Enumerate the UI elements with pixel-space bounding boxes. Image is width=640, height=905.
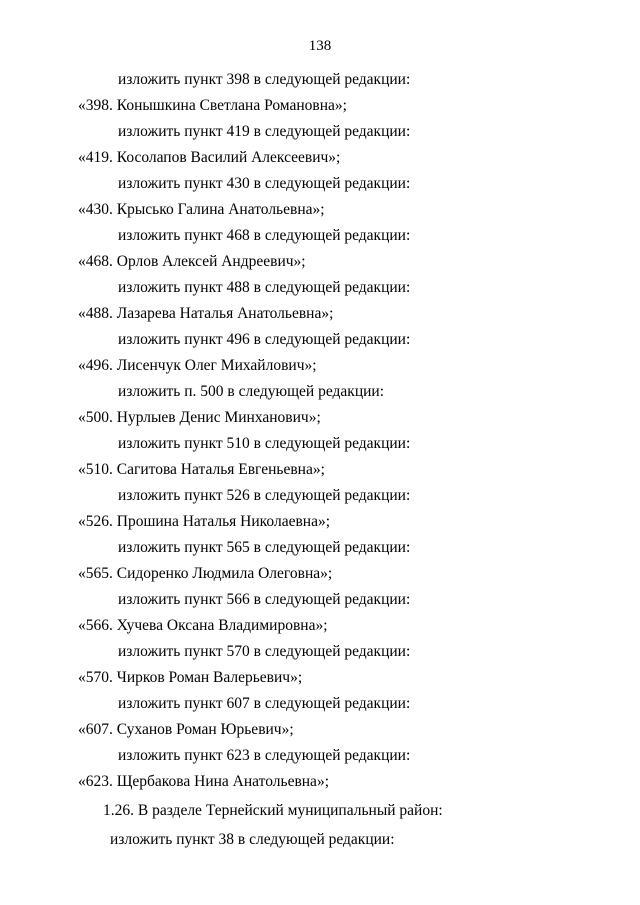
entry-line: «526. Прошина Наталья Николаевна»; xyxy=(78,513,331,530)
instruction-line: изложить пункт 565 в следующей редакции: xyxy=(118,539,411,556)
instruction-line: изложить пункт 623 в следующей редакции: xyxy=(118,747,411,764)
entry-line: «496. Лисенчук Олег Михайлович»; xyxy=(78,357,317,374)
instruction-line: изложить пункт 510 в следующей редакции: xyxy=(118,435,411,452)
instruction-line: изложить пункт 430 в следующей редакции: xyxy=(118,175,411,192)
instruction-line: изложить пункт 488 в следующей редакции: xyxy=(118,279,411,296)
instruction-line: изложить пункт 566 в следующей редакции: xyxy=(118,591,411,608)
page-number: 138 xyxy=(308,38,332,54)
entry-line: «570. Чирков Роман Валерьевич»; xyxy=(78,669,303,686)
document-body xyxy=(0,67,640,853)
entry-line: «510. Сагитова Наталья Евгеньевна»; xyxy=(78,461,325,478)
instruction-line: изложить пункт 496 в следующей редакции: xyxy=(118,331,411,348)
instruction-line: изложить пункт 419 в следующей редакции: xyxy=(118,123,411,140)
instruction-line: изложить пункт 607 в следующей редакции: xyxy=(118,695,411,712)
entry-line: «623. Щербакова Нина Анатольевна»; xyxy=(78,773,329,790)
instruction-line: изложить пункт 468 в следующей редакции: xyxy=(118,227,411,244)
entry-line: «419. Косолапов Василий Алексеевич»; xyxy=(78,149,341,166)
entry-line: «607. Суханов Роман Юрьевич»; xyxy=(78,721,294,738)
entry-line: «430. Крысько Галина Анатольевна»; xyxy=(78,201,325,218)
entry-line: «565. Сидоренко Людмила Олеговна»; xyxy=(78,565,333,582)
section-heading-line: 1.26. В разделе Тернейский муниципальный район: xyxy=(103,802,443,819)
instruction-line: изложить пункт 398 в следующей редакции: xyxy=(118,71,411,88)
instruction-line: изложить п. 500 в следующей редакции: xyxy=(118,383,385,400)
entry-line: «488. Лазарева Наталья Анатольевна»; xyxy=(78,305,334,322)
entry-line: «398. Конышкина Светлана Романовна»; xyxy=(78,97,347,114)
instruction-line: изложить пункт 570 в следующей редакции: xyxy=(118,643,411,660)
entry-line: «500. Нурлыев Денис Минханович»; xyxy=(78,409,321,426)
instruction-line: изложить пункт 526 в следующей редакции: xyxy=(118,487,411,504)
entry-line: «566. Хучева Оксана Владимировна»; xyxy=(78,617,328,634)
entry-line: «468. Орлов Алексей Андреевич»; xyxy=(78,253,306,270)
instruction-line: изложить пункт 38 в следующей редакции: xyxy=(110,831,395,848)
